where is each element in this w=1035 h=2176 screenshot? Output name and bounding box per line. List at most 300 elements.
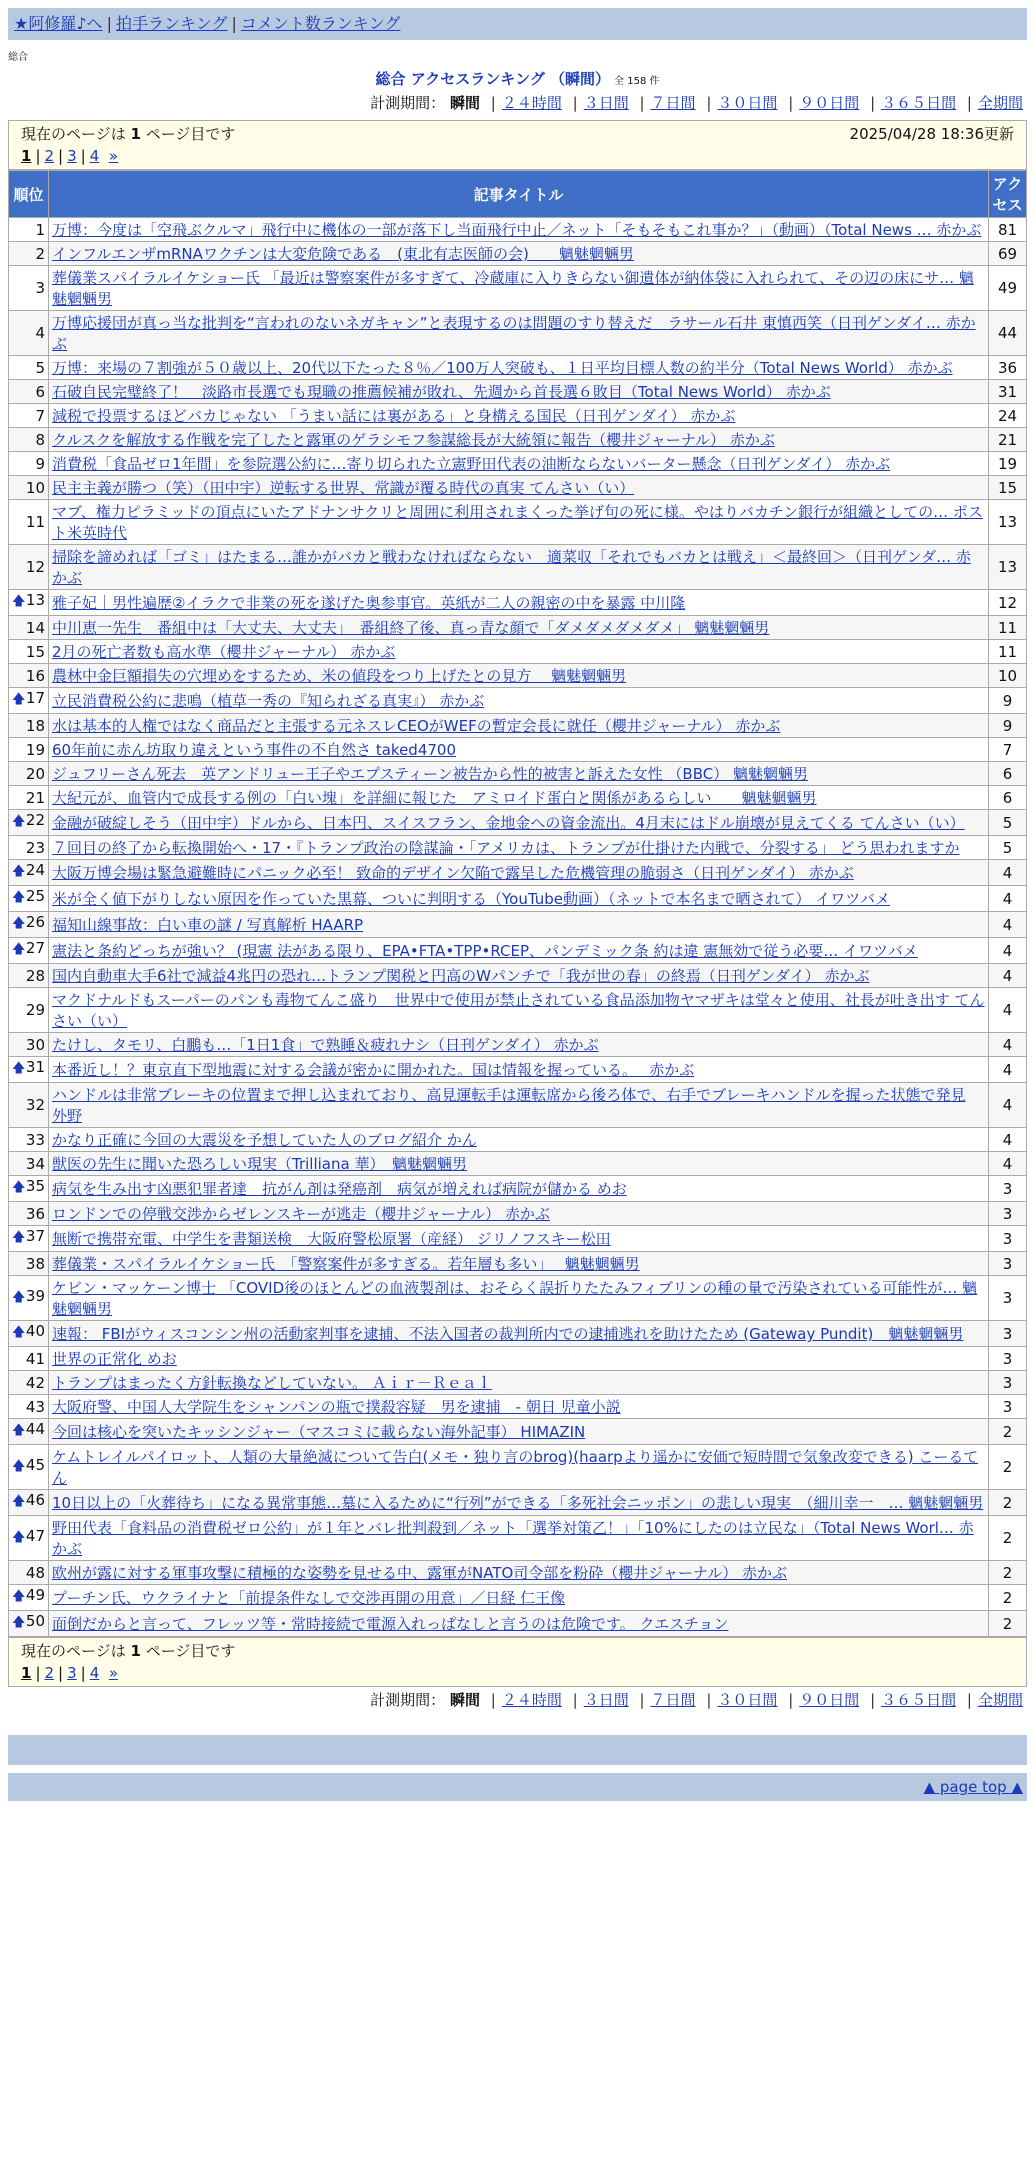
title-cell <box>49 1561 989 1585</box>
up-arrow-icon: 🡅 <box>12 864 26 879</box>
period-separator: | <box>788 94 794 112</box>
nav-separator: | <box>106 14 112 33</box>
period-separator: | <box>870 1691 876 1709</box>
article-link[interactable]: 憲法と条約どっちが強い？ (現憲 法がある限り、EPA•FTA•TPP•RCEP、パンデミック条 約は違 憲無効で従う必要… イワツバメ <box>52 942 918 960</box>
table-row <box>9 1176 1027 1202</box>
table-row <box>9 738 1027 762</box>
article-link[interactable]: 万博：来場の７割強が５０歳以上、20代以下たった８％／100万人突破も、１日平均目標人数の約半分（Total News World） 赤かぶ <box>52 359 953 377</box>
page-separator: | <box>35 147 41 165</box>
up-arrow-icon: 🡅 <box>12 1180 26 1195</box>
access-count: 15 <box>989 476 1027 500</box>
rank-number: 48 <box>25 1563 45 1582</box>
rank-cell <box>9 1516 49 1561</box>
access-count: 2 <box>989 1585 1027 1611</box>
access-count: 3 <box>989 1371 1027 1395</box>
article-link[interactable]: インフルエンザmRNAワクチンは大変危険である (東北有志医師の会) 魑魅魍魎男 <box>52 245 634 263</box>
rank-number: 2 <box>35 244 45 263</box>
rank-cell <box>9 242 49 266</box>
article-link[interactable]: マブ、権力ピラミッドの頂点にいたアドナンサクリと周囲に利用されまくった挙げ句の死に様。やはりバカチン銀行が組織としての… ポスト米英時代 <box>52 503 983 542</box>
page-top-link[interactable]: ▲ page top ▲ <box>923 1778 1023 1796</box>
access-count: 9 <box>989 688 1027 714</box>
article-link[interactable]: 万博応援団が真っ当な批判を“言われのないネガキャン”と表現するのは問題のすり替えだ ラサール石井 東慎西笑（日刊ゲンダイ… 赤かぶ <box>52 314 976 353</box>
rank-cell <box>9 714 49 738</box>
table-row <box>9 1347 1027 1371</box>
page-top-bar <box>8 1773 1027 1801</box>
rank-cell <box>9 1033 49 1057</box>
article-link[interactable]: 欧州が露に対する軍事攻撃に積極的な姿勢を見せる中、露軍がNATO司令部を粉砕（櫻井ジャーナル） 赤かぶ <box>52 1564 788 1582</box>
article-link[interactable]: 今回は核心を突いたキッシンジャー（マスコミに載らない海外記事） HIMAZIN <box>52 1423 586 1441</box>
rank-number: 28 <box>25 966 45 985</box>
article-link[interactable]: 国内自動車大手6社で減益4兆円の恐れ…トランプ関税と円高のWパンチで「我が世の春」の終焉（日刊ゲンダイ） 赤かぶ <box>52 967 870 985</box>
nav-link-home[interactable]: ★阿修羅♪へ <box>14 14 103 33</box>
page-link-4[interactable]: 4 <box>89 1664 100 1682</box>
table-row <box>9 218 1027 242</box>
rank-cell <box>9 664 49 688</box>
current-page-text <box>21 1640 235 1662</box>
article-link[interactable]: 速報： FBIがウィスコンシン州の活動家判事を逮捕、不法入国者の裁判所内での逮捕逃れを助けたため (Gateway Pundit) 魑魅魍魎男 <box>52 1325 964 1343</box>
access-count: 10 <box>989 664 1027 688</box>
up-arrow-icon: 🡅 <box>12 942 26 957</box>
rank-number: 25 <box>25 887 45 905</box>
table-row <box>9 714 1027 738</box>
rank-number: 36 <box>25 1204 45 1223</box>
article-link[interactable]: 面倒だからと言って、フレッツ等・常時接続で電源入れっぱなしと言うのは危険です。 クエスチョン <box>52 1615 729 1633</box>
up-arrow-icon: 🡅 <box>12 1325 26 1340</box>
article-link[interactable]: 大阪府警、中国人大学院生をシャンパンの瓶で撲殺容疑 男を逮捕 - 朝日 児童小説 <box>52 1398 621 1416</box>
rank-number: 39 <box>25 1286 45 1305</box>
article-link[interactable]: 10日以上の「火葬待ち」になる異常事態…墓に入るために“行列”ができる「多死社会ニッポン」の悲しい現実 （細川幸一 … 魑魅魍魎男 <box>52 1494 984 1512</box>
article-link[interactable]: 2月の死亡者数も高水準（櫻井ジャーナル） 赤かぶ <box>52 643 396 661</box>
article-link[interactable]: 掃除を諦めれば「ゴミ」はたまる…誰かがバカと戦わなければならない 適菜収「それでもバカとは戦え」＜最終回＞（日刊ゲンダ… 赤かぶ <box>52 548 971 587</box>
access-count: 4 <box>989 1128 1027 1152</box>
title-cell <box>49 1152 989 1176</box>
access-count: 31 <box>989 380 1027 404</box>
rank-cell <box>9 1057 49 1083</box>
table-row <box>9 664 1027 688</box>
page-next-link[interactable]: » <box>108 147 118 165</box>
table-row <box>9 380 1027 404</box>
access-count: 21 <box>989 428 1027 452</box>
top-nav <box>8 8 1027 40</box>
access-count: 2 <box>989 1419 1027 1445</box>
title-cell <box>49 500 989 545</box>
access-count: 4 <box>989 964 1027 988</box>
table-row <box>9 786 1027 810</box>
table-row <box>9 1561 1027 1585</box>
period-link-all[interactable]: 全期間 <box>977 1691 1023 1709</box>
table-row <box>9 836 1027 860</box>
period-link-3d[interactable]: ３日間 <box>583 1691 629 1709</box>
title-cell <box>49 1202 989 1226</box>
title-cell <box>49 664 989 688</box>
access-count: 3 <box>989 1321 1027 1347</box>
table-row <box>9 545 1027 590</box>
page-link-3[interactable]: 3 <box>67 1664 77 1682</box>
article-link[interactable]: 万博：今度は「空飛ぶクルマ」飛行中に機体の一部が落下し当面飛行中止／ネット「そもそもこれ事か？」（動画）（Total News … 赤かぶ <box>52 221 982 239</box>
page-separator: | <box>58 1664 64 1682</box>
period-link-90d[interactable]: ９０日間 <box>799 94 860 112</box>
article-link[interactable]: ジュフリーさん死去 英アンドリュー王子やエプスティーン被告から性的被害と訴えた女性 （BBC） 魑魅魍魎男 <box>52 765 808 783</box>
access-count: 2 <box>989 1490 1027 1516</box>
page-link-3[interactable]: 3 <box>67 147 77 165</box>
table-row <box>9 404 1027 428</box>
article-link[interactable]: 世界の正常化 めお <box>52 1350 177 1368</box>
rank-number: 10 <box>25 478 45 497</box>
period-link-24h[interactable]: ２４時間 <box>501 94 562 112</box>
period-separator: | <box>572 94 578 112</box>
period-link-7d[interactable]: ７日間 <box>650 94 696 112</box>
title-cell <box>49 738 989 762</box>
table-row <box>9 1057 1027 1083</box>
title-cell <box>49 1419 989 1445</box>
article-link[interactable]: クルスクを解放する作戦を完了したと露軍のゲラシモフ参謀総長が大統領に報告（櫻井ジャーナル） 赤かぶ <box>52 431 775 449</box>
title-cell <box>49 404 989 428</box>
title-cell <box>49 810 989 836</box>
title-cell <box>49 1128 989 1152</box>
current-page-number: 1 <box>130 125 141 143</box>
article-link[interactable]: 石破自民完璧終了！ 淡路市長選でも現職の推薦候補が敗れ、先週から首長選６敗目（Total News World） 赤かぶ <box>52 383 831 401</box>
period-separator: | <box>639 94 645 112</box>
rank-cell <box>9 1490 49 1516</box>
nav-link-clap-ranking[interactable]: 拍手ランキング <box>115 14 228 33</box>
rank-number: 8 <box>35 430 45 449</box>
table-row <box>9 476 1027 500</box>
access-count: 2 <box>989 1516 1027 1561</box>
period-link-7d[interactable]: ７日間 <box>650 1691 696 1709</box>
table-row <box>9 1585 1027 1611</box>
table-row <box>9 1128 1027 1152</box>
title-cell <box>49 356 989 380</box>
article-link[interactable]: 野田代表「食料品の消費税ゼロ公約」が１年とバレ批判殺到／ネット「選挙対策乙！」「10%にしたのは立民な」（Total News Worl… 赤かぶ <box>52 1519 974 1558</box>
table-row <box>9 1226 1027 1252</box>
title-cell <box>49 1176 989 1202</box>
article-link[interactable]: 雅子妃｜男性遍歴②イラクで非業の死を遂げた奥参事官。英紙が二人の親密の中を暴露 中川隆 <box>52 594 686 612</box>
article-link[interactable]: 民主主義が勝つ（笑）（田中宇）逆転する世界、常識が覆る時代の真実 てんさい（い） <box>52 479 635 497</box>
up-arrow-icon: 🡅 <box>12 1289 26 1305</box>
title-cell <box>49 762 989 786</box>
rank-number: 15 <box>25 642 45 661</box>
page-next-link[interactable]: » <box>108 1664 118 1682</box>
table-row <box>9 1152 1027 1176</box>
rank-number: 41 <box>25 1349 45 1368</box>
header-title: 記事タイトル <box>49 171 989 218</box>
title-cell <box>49 938 989 964</box>
table-row <box>9 1516 1027 1561</box>
rank-number: 23 <box>25 838 45 857</box>
article-link[interactable]: 本番近し！？東京直下型地震に対する会議が密かに開かれた。国は情報を握っている。 赤かぶ <box>52 1061 695 1079</box>
header-access: アクセス <box>989 171 1027 218</box>
table-row <box>9 964 1027 988</box>
rank-cell <box>9 988 49 1033</box>
title-cell <box>49 1516 989 1561</box>
rank-cell <box>9 1176 49 1202</box>
page-separator: | <box>58 147 64 165</box>
period-separator: | <box>490 94 496 112</box>
table-row <box>9 1611 1027 1637</box>
title-cell <box>49 1611 989 1637</box>
page-separator: | <box>35 1664 41 1682</box>
rank-number: 9 <box>35 454 45 473</box>
rank-cell <box>9 500 49 545</box>
title-cell <box>49 1585 989 1611</box>
period-link-365d[interactable]: ３６５日間 <box>881 1691 957 1709</box>
ranking-table-body <box>9 218 1027 1637</box>
table-row <box>9 242 1027 266</box>
rank-number: 5 <box>35 358 45 377</box>
rank-number: 32 <box>25 1096 45 1114</box>
table-row <box>9 590 1027 616</box>
up-arrow-icon: 🡅 <box>12 1529 26 1545</box>
title-cell <box>49 1057 989 1083</box>
table-row <box>9 640 1027 664</box>
article-link[interactable]: かなり正確に今回の大震災を予想していた人のブログ紹介 かん <box>52 1131 477 1149</box>
article-link[interactable]: マクドナルドもスーパーのパンも毒物てんこ盛り 世界中で使用が禁止されている食品添加物ヤマザキは堂々と使用、社長が吐き出す てんさい（い） <box>52 991 985 1030</box>
up-arrow-icon: 🡅 <box>12 1494 26 1509</box>
page-link-2[interactable]: 2 <box>44 147 55 165</box>
rank-cell <box>9 964 49 988</box>
article-link[interactable]: 消費税「食品ゼロ1年間」を参院選公約に…寄り切られた立憲野田代表の油断ならないバーター懸念（日刊ゲンダイ） 赤かぶ <box>52 455 891 473</box>
rank-cell <box>9 1202 49 1226</box>
rank-cell <box>9 452 49 476</box>
title-cell <box>49 912 989 938</box>
article-link[interactable]: 葬儀業・スパイラルイケショー氏 「警察案件が多すぎる。若年層も多い」 魑魅魍魎男 <box>52 1255 640 1273</box>
table-row <box>9 1445 1027 1490</box>
article-link[interactable]: 獣医の先生に聞いた恐ろしい現実（Trilliana 華） 魑魅魍魎男 <box>52 1155 467 1173</box>
title-cell <box>49 886 989 912</box>
rank-number: 38 <box>25 1254 45 1273</box>
article-link[interactable]: ケビン・マッケーン博士 「COVID後のほとんどの血液製剤は、おそらく誤折りたたみフィブリンの種の量で汚染されている可能性が… 魑魅魍魎男 <box>52 1279 978 1318</box>
period-separator: | <box>639 1691 645 1709</box>
period-link-90d[interactable]: ９０日間 <box>799 1691 860 1709</box>
rank-number: 14 <box>25 618 45 637</box>
up-arrow-icon: 🡅 <box>12 1589 26 1604</box>
access-count: 44 <box>989 311 1027 356</box>
access-count: 9 <box>989 714 1027 738</box>
table-row <box>9 616 1027 640</box>
up-arrow-icon: 🡅 <box>12 594 26 609</box>
article-link[interactable]: 病気を生み出す凶悪犯罪者達 抗がん剤は発癌剤 病気が増えれば病院が儲かる めお <box>52 1180 627 1198</box>
period-separator: | <box>490 1691 496 1709</box>
article-link[interactable]: 福知山線事故：白い車の謎 / 写真解析 HAARP <box>52 916 364 934</box>
access-count: 7 <box>989 738 1027 762</box>
rank-cell <box>9 810 49 836</box>
article-link[interactable]: たけし、タモリ、白鵬も…「1日1食」で熟睡＆疲れナシ（日刊ゲンダイ） 赤かぶ <box>52 1036 599 1054</box>
access-count: 3 <box>989 1176 1027 1202</box>
rank-number: 13 <box>25 591 45 609</box>
title-cell <box>49 428 989 452</box>
article-link[interactable]: ７回目の終了から転換開始へ・17・『トランプ政治の陰謀論・「アメリカは、トランプが仕掛けた内戦で、分裂する」 どう思われますか <box>52 839 960 857</box>
table-row <box>9 266 1027 311</box>
rank-number: 11 <box>25 513 45 531</box>
access-count: 69 <box>989 242 1027 266</box>
period-separator: | <box>966 94 972 112</box>
rank-cell <box>9 1561 49 1585</box>
title-cell <box>49 1083 989 1128</box>
access-count: 13 <box>989 545 1027 590</box>
table-row <box>9 1395 1027 1419</box>
article-link[interactable]: 農林中金巨額損失の穴埋めをするため、米の値段をつり上げたとの見方 魑魅魍魎男 <box>52 667 627 685</box>
period-current: 瞬間 <box>449 94 480 112</box>
rank-number: 47 <box>25 1526 45 1545</box>
rank-number: 21 <box>25 788 45 807</box>
table-row <box>9 1321 1027 1347</box>
updated-timestamp: 2025/04/28 18:36更新 <box>849 125 1014 143</box>
rank-number: 31 <box>25 1058 45 1076</box>
up-arrow-icon: 🡅 <box>12 890 26 905</box>
period-separator: | <box>706 94 712 112</box>
table-header-row <box>9 171 1027 218</box>
rank-number: 24 <box>25 861 45 879</box>
title-cell <box>49 714 989 738</box>
access-count: 4 <box>989 860 1027 886</box>
table-row <box>9 1202 1027 1226</box>
page-link-4[interactable]: 4 <box>89 147 100 165</box>
table-row <box>9 1083 1027 1128</box>
rank-cell <box>9 938 49 964</box>
period-link-all[interactable]: 全期間 <box>977 94 1023 112</box>
table-row <box>9 886 1027 912</box>
access-count: 3 <box>989 1252 1027 1276</box>
rank-cell <box>9 616 49 640</box>
access-count: 4 <box>989 1083 1027 1128</box>
current-page-text <box>21 123 235 145</box>
rank-cell <box>9 218 49 242</box>
rank-number: 42 <box>25 1373 45 1392</box>
footer-bar <box>8 1735 1027 1765</box>
nav-separator: | <box>231 14 237 33</box>
rank-number: 40 <box>25 1322 45 1340</box>
pager-bottom <box>8 1637 1027 1687</box>
article-link[interactable]: 中川恵一先生 番組中は「大丈夫、大丈夫」 番組終了後、真っ青な顔で「ダメダメダメダメ」 魑魅魍魎男 <box>52 619 770 637</box>
article-link[interactable]: 金融が破綻しそう（田中宇）ドルから、日本円、スイスフラン、金地金への資金流出。4月末にはドル崩壊が見えてくる てんさい（い） <box>52 814 965 832</box>
table-row <box>9 1033 1027 1057</box>
current-page-prefix: 現在のページは <box>21 1642 126 1660</box>
period-selector-top <box>0 92 1023 114</box>
page-separator: | <box>80 1664 86 1682</box>
nav-link-comment-ranking[interactable]: コメント数ランキング <box>240 14 401 33</box>
article-link[interactable]: 葬儀業スパイラルイケショー氏 「最近は警察案件が多すぎて、冷蔵庫に入りきらない御遺体が納体袋に入れられて、その辺の床にサ… 魑魅魍魎男 <box>52 269 974 308</box>
access-count: 24 <box>989 404 1027 428</box>
title-cell <box>49 380 989 404</box>
rank-cell <box>9 1152 49 1176</box>
rank-cell <box>9 786 49 810</box>
period-separator: | <box>706 1691 712 1709</box>
article-link[interactable]: 立民消費税公約に悲鳴（植草一秀の『知られざる真実』） 赤かぶ <box>52 692 485 710</box>
period-link-365d[interactable]: ３６５日間 <box>881 94 957 112</box>
rank-cell <box>9 1321 49 1347</box>
access-count: 4 <box>989 938 1027 964</box>
rank-number: 43 <box>25 1397 45 1416</box>
period-link-3d[interactable]: ３日間 <box>583 94 629 112</box>
access-count: 3 <box>989 1276 1027 1321</box>
page-link-2[interactable]: 2 <box>44 1664 55 1682</box>
page-link-1: 1 <box>21 147 32 165</box>
access-count: 13 <box>989 500 1027 545</box>
rank-cell <box>9 1226 49 1252</box>
table-row <box>9 810 1027 836</box>
access-count: 3 <box>989 1347 1027 1371</box>
access-count: 4 <box>989 886 1027 912</box>
rank-cell <box>9 1445 49 1490</box>
table-row <box>9 1419 1027 1445</box>
rank-number: 49 <box>25 1586 45 1604</box>
rank-cell <box>9 1611 49 1637</box>
table-row <box>9 988 1027 1033</box>
title-cell <box>49 1226 989 1252</box>
title-cell <box>49 1490 989 1516</box>
rank-cell <box>9 1371 49 1395</box>
access-count: 4 <box>989 1152 1027 1176</box>
access-count: 4 <box>989 912 1027 938</box>
rank-cell <box>9 1347 49 1371</box>
up-arrow-icon: 🡅 <box>12 1615 26 1630</box>
title-cell <box>49 1395 989 1419</box>
access-count: 81 <box>989 218 1027 242</box>
title-cell <box>49 1347 989 1371</box>
table-row <box>9 1276 1027 1321</box>
rank-number: 3 <box>35 279 45 297</box>
article-link[interactable]: 米が全く値下がりしない原因を作っていた黒幕、ついに判明する（YouTube動画）（ネットで本名まで晒されて） イワツバメ <box>52 890 890 908</box>
article-link[interactable]: 大阪万博会場は緊急避難時にパニック必至！ 致命的デザイン欠陥で露呈した危機管理の脆弱さ（日刊ゲンダイ） 赤かぶ <box>52 864 854 882</box>
rank-cell <box>9 912 49 938</box>
rank-number: 20 <box>25 764 45 783</box>
article-link[interactable]: ハンドルは非常ブレーキの位置まで押し込まれており、高見運転手は運転席から後ろ体で、右手でブレーキハンドルを握った状態で発見 外野 <box>52 1086 966 1125</box>
rank-number: 22 <box>25 811 45 829</box>
title-cell <box>49 1033 989 1057</box>
table-row <box>9 688 1027 714</box>
period-link-30d[interactable]: ３０日間 <box>717 1691 778 1709</box>
up-arrow-icon: 🡅 <box>12 1061 26 1076</box>
up-arrow-icon: 🡅 <box>12 1230 26 1245</box>
access-count: 11 <box>989 616 1027 640</box>
rank-cell <box>9 1419 49 1445</box>
title-cell <box>49 242 989 266</box>
article-link[interactable]: 水は基本的人権ではなく商品だと主張する元ネスレCEOがWEFの暫定会長に就任（櫻井ジャーナル） 赤かぶ <box>52 717 781 735</box>
table-row <box>9 428 1027 452</box>
period-link-30d[interactable]: ３０日間 <box>717 94 778 112</box>
article-link[interactable]: 大紀元が、血管内で成長する例の「白い塊」を詳細に報じた アミロイド蛋白と関係があるらしい 魑魅魍魎男 <box>52 789 817 807</box>
article-link[interactable]: ロンドンでの停戦交渉からゼレンスキーが逃走（櫻井ジャーナル） 赤かぶ <box>52 1205 550 1223</box>
access-count: 6 <box>989 762 1027 786</box>
period-label: 計測期間： <box>370 1691 446 1709</box>
rank-number: 50 <box>25 1612 45 1630</box>
rank-cell <box>9 380 49 404</box>
access-count: 2 <box>989 1561 1027 1585</box>
rank-number: 7 <box>35 406 45 425</box>
rank-number: 45 <box>25 1455 45 1474</box>
article-link[interactable]: ケムトレイルパイロット、人類の大量絶滅について告白(メモ・独り言のbrog)(haarpより遥かに安価で短時間で気象改変できる) こーるてん <box>52 1448 979 1487</box>
rank-cell <box>9 404 49 428</box>
article-link[interactable]: 無断で携帯充電、中学生を書類送検 大阪府警松原署（産経） ジリノフスキー松田 <box>52 1230 611 1248</box>
header-rank: 順位 <box>9 171 49 218</box>
table-row <box>9 311 1027 356</box>
rank-number: 27 <box>25 939 45 957</box>
title-cell <box>49 836 989 860</box>
article-link[interactable]: 60年前に赤ん坊取り違えという事件の不自然さ taked4700 <box>52 741 457 759</box>
article-link[interactable]: 減税で投票するほどバカじゃない 「うまい話には裏がある」と身構える国民（日刊ゲンダイ） 赤かぶ <box>52 407 736 425</box>
rank-number: 18 <box>25 716 45 735</box>
article-link[interactable]: トランプはまったく方針転換などしていない。 Ａｉｒ－Ｒｅａｌ <box>52 1374 492 1392</box>
rank-number: 35 <box>25 1177 45 1195</box>
rank-cell <box>9 356 49 380</box>
title-cell <box>49 1371 989 1395</box>
title-cell <box>49 266 989 311</box>
title-cell <box>49 1252 989 1276</box>
rank-number: 12 <box>25 558 45 576</box>
article-link[interactable]: プーチン氏、ウクライナと「前提条件なしで交渉再開の用意」／日経 仁王像 <box>52 1589 566 1607</box>
period-link-24h[interactable]: ２４時間 <box>501 1691 562 1709</box>
section-label: 総合 <box>8 52 28 63</box>
